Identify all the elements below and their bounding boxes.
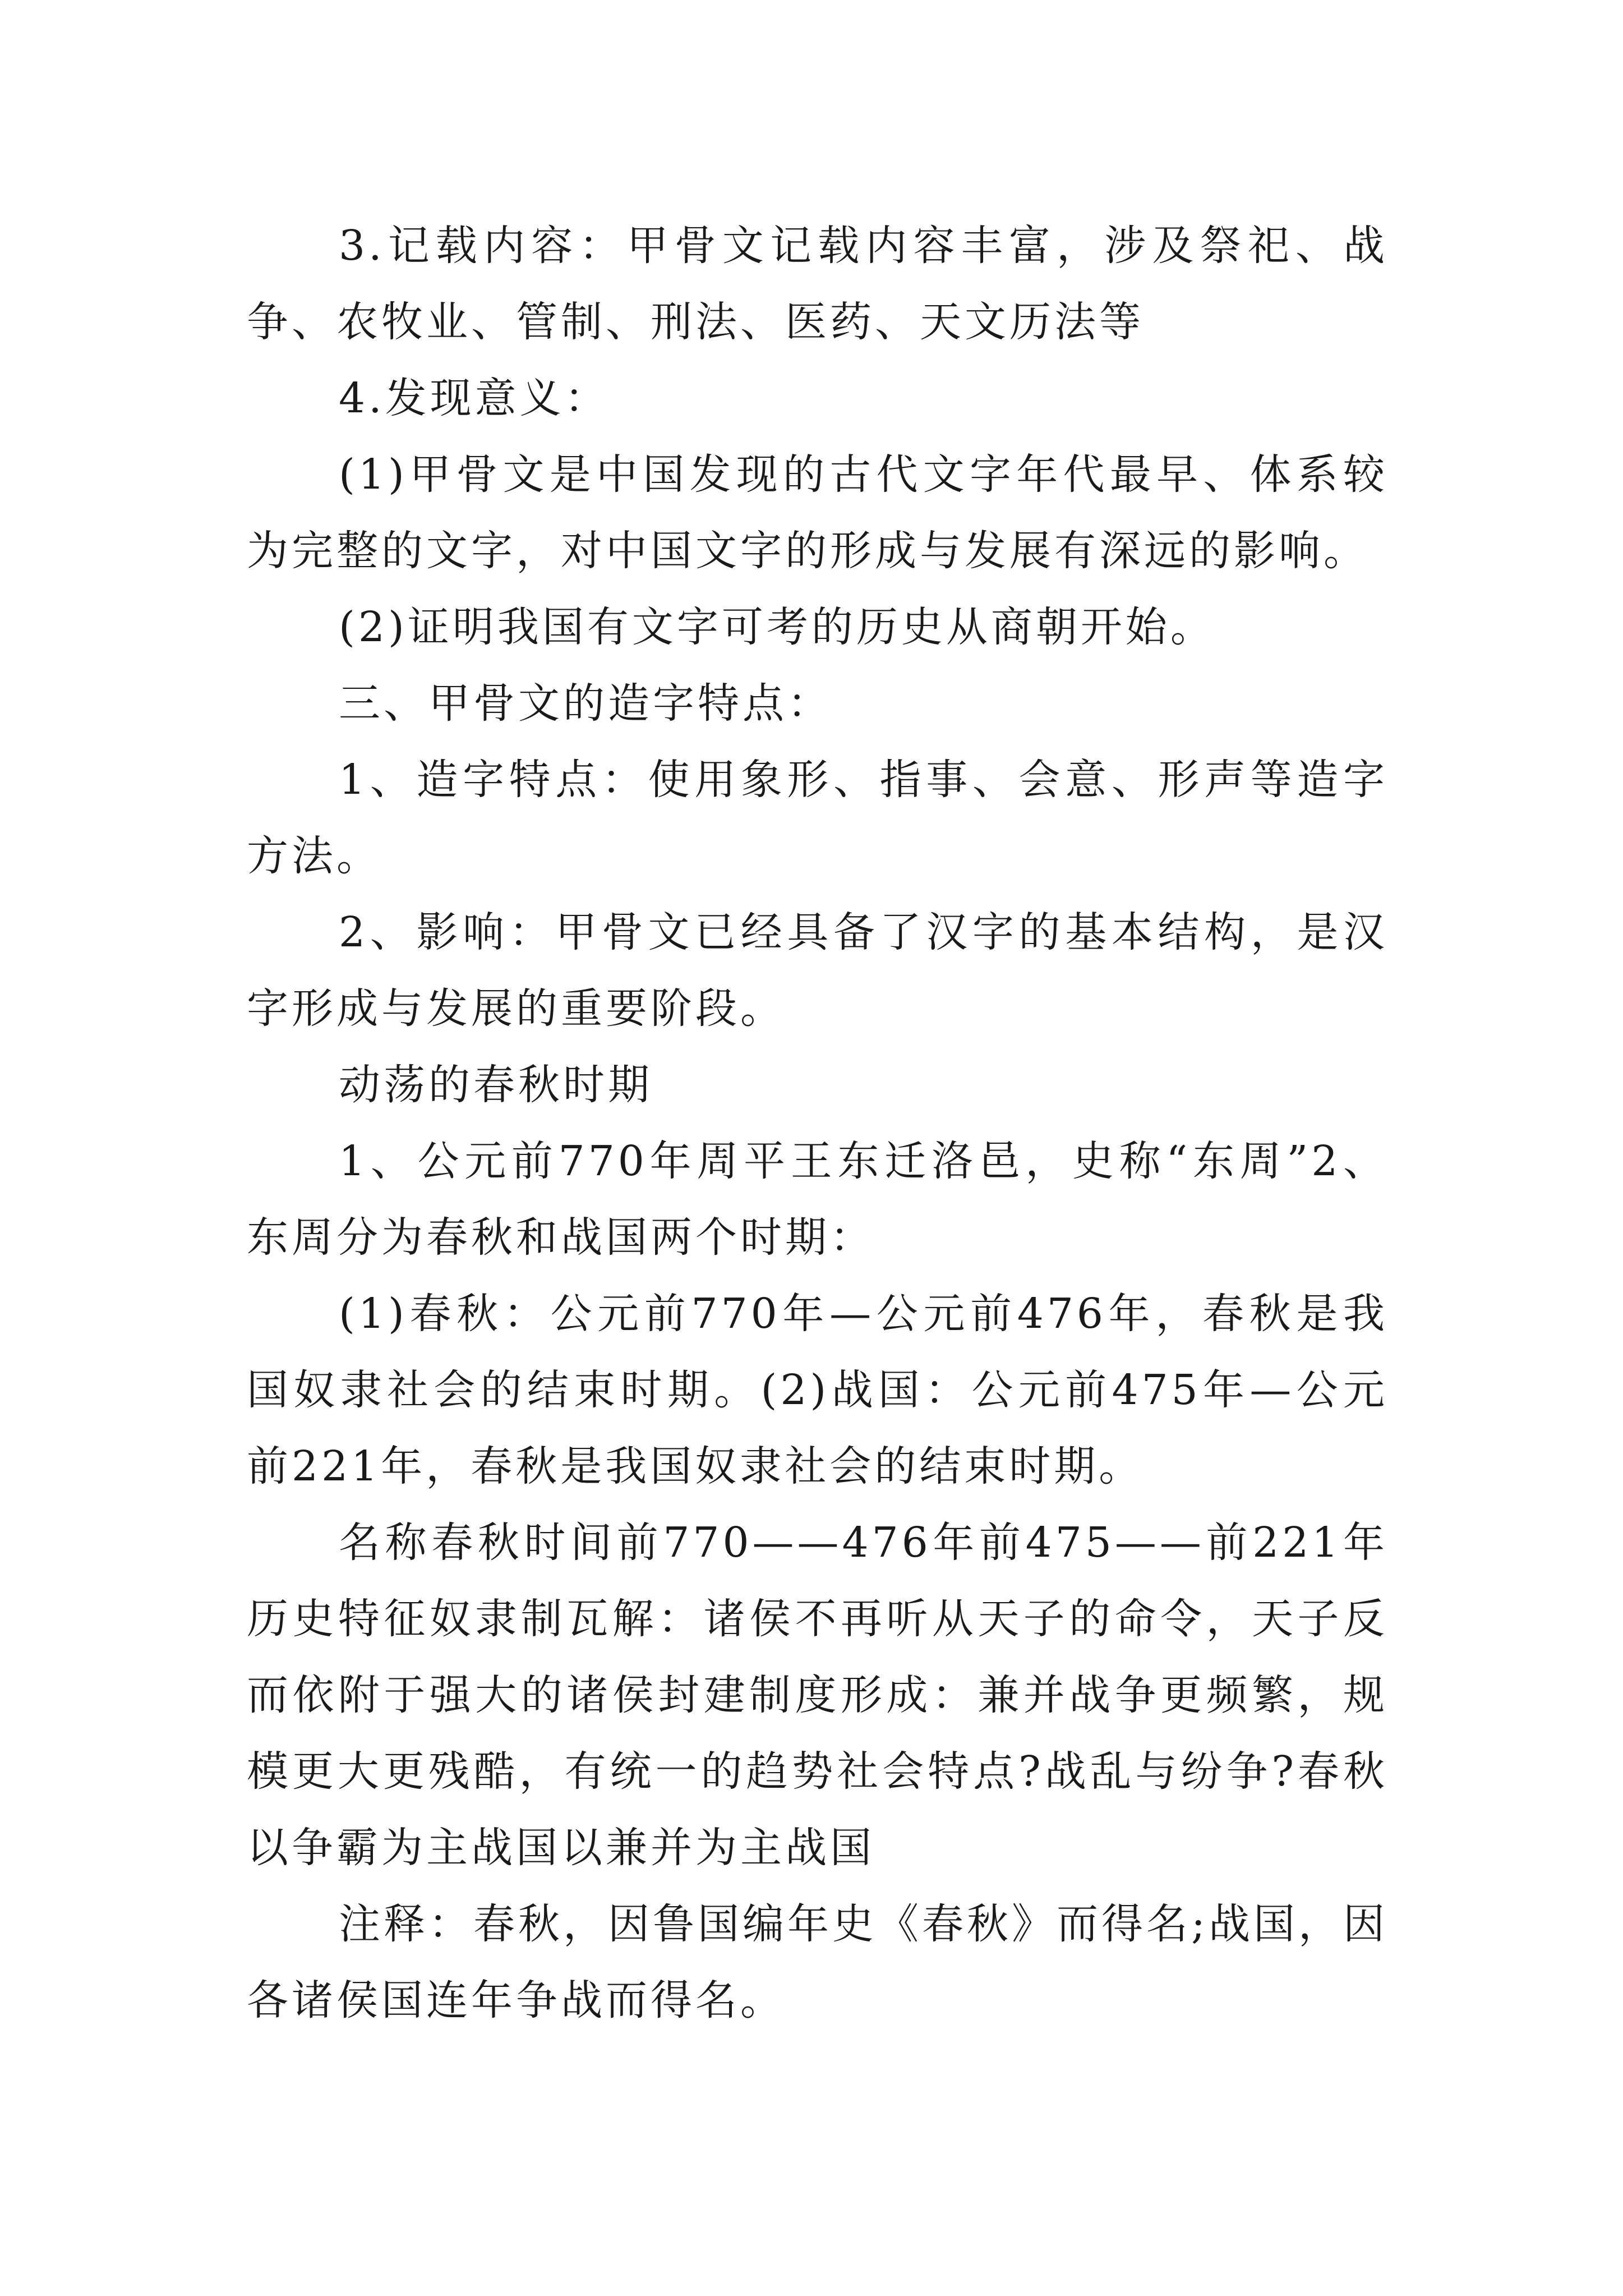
- paragraph-record-content: 3.记载内容：甲骨文记载内容丰富，涉及祭祀、战争、农牧业、管制、刑法、医药、天文历法等: [247, 222, 1388, 346]
- paragraph-periods: (1)春秋：公元前770年—公元前476年，春秋是我国奴隶社会的结束时期。(2)战国：公元前475年—公元前221年，春秋是我国奴隶社会的结束时期。: [247, 1290, 1388, 1490]
- paragraph-eastern-zhou: 1、公元前770年周平王东迁洛邑，史称“东周”2、东周分为春秋和战国两个时期：: [247, 1137, 1388, 1262]
- paragraph-character-features: 1、造字特点：使用象形、指事、会意、形声等造字方法。: [247, 756, 1388, 880]
- paragraph-significance-point-2: (2)证明我国有文字可考的历史从商朝开始。: [339, 603, 1215, 651]
- section-heading-spring-autumn: 动荡的春秋时期: [339, 1061, 653, 1109]
- document-body: [247, 208, 1388, 2039]
- paragraph-comparison: 名称春秋时间前770——476年前475——前221年历史特征奴隶制瓦解：诸侯不再听从天子的命令，天子反而依附于强大的诸侯封建制度形成：兼并战争更频繁，规模更大更残酷，有统一的趋势社会特点?战乱与纷争?春秋以争霸为主战国以兼并为主战国: [247, 1519, 1388, 1872]
- paragraph-note: 注释：春秋，因鲁国编年史《春秋》而得名;战国，因各诸侯国连年争战而得名。: [247, 1900, 1388, 2024]
- paragraph-influence: 2、影响：甲骨文已经具备了汉字的基本结构，是汉字形成与发展的重要阶段。: [247, 908, 1388, 1033]
- section-heading-character-features: 三、甲骨文的造字特点：: [339, 679, 832, 728]
- paragraph-significance-point-1: (1)甲骨文是中国发现的古代文字年代最早、体系较为完整的文字，对中国文字的形成与发展有深远的影响。: [247, 450, 1388, 575]
- paragraph-discovery-significance-heading: 4.发现意义：: [339, 374, 610, 422]
